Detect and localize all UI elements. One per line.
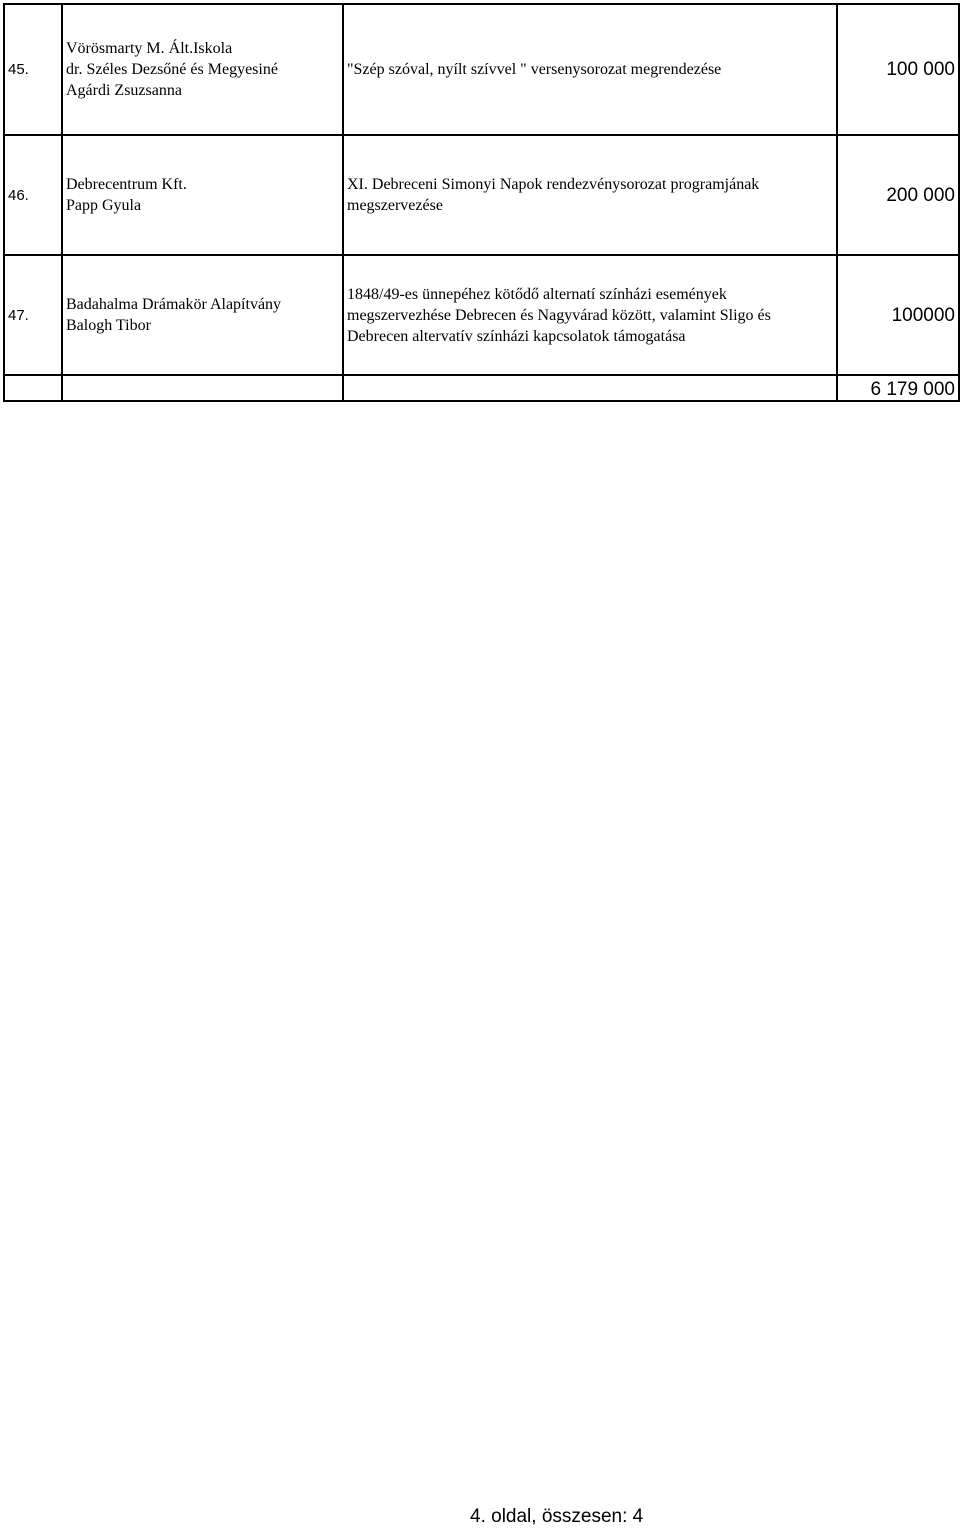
purpose-line: 1848/49-es ünnepéhez kötődő alternatí színházi események xyxy=(347,285,727,303)
organization-line: Badahalma Drámakör Alapítvány xyxy=(66,296,282,313)
organization-cell xyxy=(62,4,343,135)
empty-cell xyxy=(4,375,62,401)
organization-line: Balogh Tibor xyxy=(66,317,151,334)
purpose-cell xyxy=(343,4,837,135)
organization-line: dr. Széles Dezsőné és Megyesiné xyxy=(66,61,278,78)
purpose-line: megszervezése xyxy=(347,197,443,214)
organization-line: Vörösmarty M. Ált.Iskola xyxy=(66,40,233,57)
row-number: 47. xyxy=(4,255,62,375)
organization-line: Agárdi Zsuzsanna xyxy=(66,82,182,99)
purpose-line: Debrecen altervatív színházi kapcsolatok támogatása xyxy=(347,327,686,345)
total-amount: 6 179 000 xyxy=(837,375,959,401)
organization-line: Papp Gyula xyxy=(66,197,142,214)
organization-line: Debrecentrum Kft. xyxy=(66,176,187,193)
empty-cell xyxy=(343,375,837,401)
organization-cell xyxy=(62,135,343,255)
purpose-line: "Szép szóval, nyílt szívvel " versenysorozat megrendezése xyxy=(347,61,722,78)
row-number: 45. xyxy=(4,4,62,135)
row-number: 46. xyxy=(4,135,62,255)
table-row xyxy=(4,4,959,135)
amount-cell: 200 000 xyxy=(837,135,959,255)
amount-cell: 100 000 xyxy=(837,4,959,135)
purpose-cell xyxy=(343,135,837,255)
table-row xyxy=(4,255,959,375)
table-row xyxy=(4,135,959,255)
purpose-line: megszervezhése Debrecen és Nagyvárad között, valamint Sligo és xyxy=(347,306,771,324)
amount-cell: 100000 xyxy=(837,255,959,375)
purpose-cell xyxy=(343,255,837,375)
purpose-line: XI. Debreceni Simonyi Napok rendezvénysorozat programjának xyxy=(347,176,760,193)
page-footer: 4. oldal, összesen: 4 xyxy=(470,1506,644,1527)
empty-cell xyxy=(62,375,343,401)
organization-cell xyxy=(62,255,343,375)
total-row xyxy=(4,375,959,401)
grants-table xyxy=(3,3,960,402)
